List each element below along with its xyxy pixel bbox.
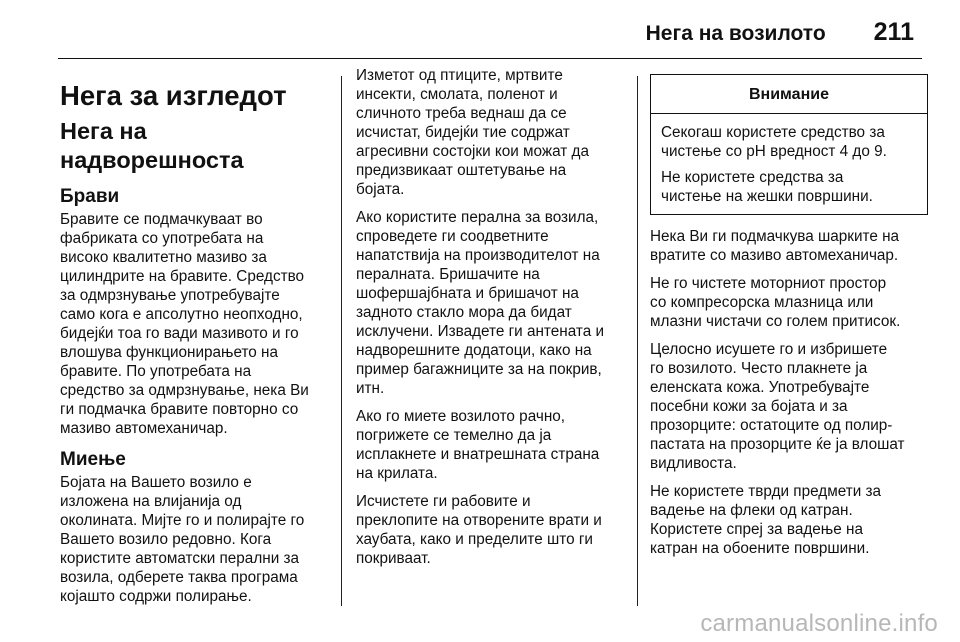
column-1 — [60, 64, 330, 615]
paragraph: Нека Ви ги подмачкува шарките на вратите со мазиво автомеханичар. — [650, 228, 900, 264]
paragraph: Исчистете ги рабовите и преклопите на отворените врати и хаубата, како и пределите што ги покриваат. — [356, 493, 602, 567]
warning-paragraph: Не користете средства за чистење на жешки површини. — [661, 169, 873, 205]
locks-paragraph: Бравите се подмачкуваат во фабриката со употребата на високо квалитетно мазиво за цилиндрите на бравите. Средство за одмрзнување употребувајте само кога е апсолутно неопходно, бидејќи тоа го вади мазивото и го влошува функционирањето на бравите. По употребата на средство за одмрзнување, нека Ви ги подмачка бравите повторно со мазиво автомеханичар. — [60, 211, 309, 437]
subheading-exterior-care: Нега на надворешноста — [60, 118, 244, 173]
page-number: 211 — [873, 18, 914, 46]
warning-body — [651, 114, 927, 214]
paragraph: Ако го миете возилото рачно, погрижете се темелно да ја исплакнете и внатрешната страна на крилата. — [356, 408, 600, 482]
section-heading-locks: Брави — [60, 186, 120, 207]
paragraph: Изметот од птиците, мртвите инсекти, смолата, поленот и сличното треба веднаш да се исчистат, бидејќи тие содржат агресивни состојки кои можат да предизвикаат оштетување на бојата. — [356, 67, 589, 198]
column-divider-2 — [637, 76, 638, 606]
column-3 — [650, 64, 928, 567]
warning-paragraph: Секогаш користете средство за чистење со pH вредност 4 до 9. — [661, 124, 887, 160]
warning-title: Внимание — [651, 75, 927, 114]
paragraph: Не користете тврди предмети за вадење на флеки од катран. Користете спреј за вадење на катран на обоените површини. — [650, 483, 882, 557]
column-divider-1 — [341, 76, 342, 606]
watermark: carmanualsonline.info — [700, 610, 938, 637]
section-title: Нега на возилото — [645, 22, 826, 45]
header-rule — [58, 58, 922, 59]
paragraph: Целосно исушете го и избришете го возилото. Често плакнете ја еленската кожа. Употребувајте посебни кожи за бојата и за прозорците: остатоците од полир- пастата на прозорците ќе ја влошат видливоста. — [650, 341, 905, 472]
warning-box — [650, 74, 928, 215]
section-heading-washing: Миење — [60, 449, 126, 470]
page-heading: Нега за изгледот — [60, 80, 287, 111]
column-2 — [356, 66, 628, 577]
paragraph: Ако користите перална за возила, спроведете ги соодветните напатствија на производителот на пералната. Бришачите на шофершајбната и бришачот на задното стакло мора да бидат исклучени. Извадете ги антената и надворешните додатоци, како на пример багажниците за на покрив, итн. — [356, 209, 605, 397]
washing-paragraph: Бојата на Вашето возило е изложена на влијанија од околината. Мијте го и полирајте го Вашето возило редовно. Кога користите автоматски перални за возила, одберете таква програма којашто содржи полирање. — [60, 474, 305, 605]
running-header — [646, 18, 914, 48]
paragraph: Не го чистете моторниот простор со компресорска млазница или млазни чистачи со голем притисок. — [650, 275, 901, 330]
